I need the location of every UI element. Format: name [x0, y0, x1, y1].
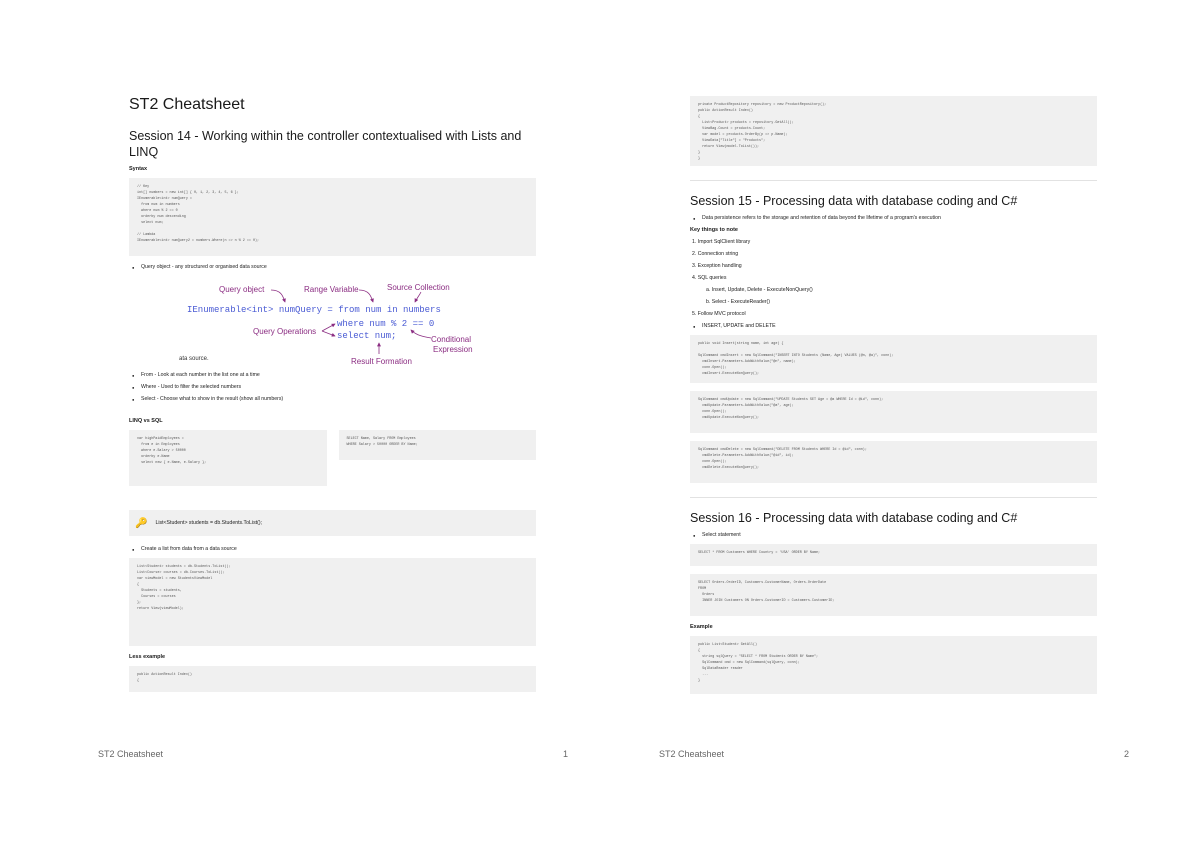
code-line: public List<Student> GetAll(): [698, 643, 758, 647]
code-line: // Key: [137, 185, 150, 189]
callout-box: [129, 510, 536, 536]
code-line: SELECT * FROM Customers WHERE Country = 'USA' ORDER BY Name;: [698, 551, 821, 555]
section-divider: [690, 180, 1097, 181]
page-1-content: [129, 96, 536, 700]
code-line: var viewModel = new StudentsViewModel: [137, 577, 213, 581]
label-result-formation: Result Formation: [351, 357, 412, 366]
code-line: SqlCommand cmdInsert = new SqlCommand("INSERT INTO Students (Name, Age) VALUES (@n, @a)", conn);: [698, 354, 894, 358]
callout-text: List<Student> students = db.Students.ToList();: [155, 520, 263, 526]
label-source-collection: Source Collection: [387, 283, 450, 292]
code-block-example: [690, 636, 1097, 694]
code-line: where e.Salary > 50000: [137, 449, 186, 453]
code-block-insert: [690, 335, 1097, 383]
code-line: Courses = courses: [137, 595, 176, 599]
label-data-source-fragment: ata source.: [179, 356, 209, 362]
code-line: select new { e.Name, e.Salary };: [137, 461, 207, 465]
linq-query-diagram: [179, 278, 479, 366]
code-line: conn.Open();: [698, 410, 727, 414]
label-range-variable: Range Variable: [304, 285, 359, 294]
key-icon: 🔑: [135, 517, 148, 529]
diagram-code-line-3: select num;: [337, 331, 397, 341]
code-line: // Lambda: [137, 233, 156, 237]
code-line: FROM: [698, 587, 707, 591]
code-block-linq: [129, 430, 327, 486]
numbered-list: [690, 239, 1097, 281]
code-block-delete: [690, 441, 1097, 483]
key-things-label: Key things to note: [690, 227, 738, 233]
numbered-item-5: 5. Follow MVC protocol: [692, 311, 746, 317]
bullet-insert-update-delete: ● INSERT, UPDATE and DELETE: [702, 323, 1097, 329]
code-line: SELECT Orders.OrderID, Customers.CustomerName, Orders.OrderDate: [698, 581, 827, 585]
code-line: INNER JOIN Customers ON Orders.CustomerID = Customers.CustomerID;: [698, 599, 835, 603]
code-line: cmdDelete.ExecuteNonQuery();: [698, 466, 760, 470]
code-line: List<Student> students = db.Students.ToList();: [137, 565, 231, 569]
code-line: int[] numbers = new int[] { 0, 1, 2, 3, 4, 5, 6 };: [137, 191, 239, 195]
diagram-code-line-2: where num % 2 == 0: [337, 319, 435, 329]
code-line: Orders: [698, 593, 715, 597]
code-line: public void Insert(string name, int age) {: [698, 342, 784, 346]
bullet-query-object: ● Query object - any structured or organised data source: [141, 264, 536, 270]
code-block-select-simple: [690, 544, 1097, 566]
code-line: [137, 466, 319, 472]
numbered-item: 2. Connection string: [692, 251, 739, 257]
sub-item: a. Insert, Update, Delete - ExecuteNonQuery(): [706, 287, 813, 293]
code-line: var highPaidEmployees =: [137, 437, 184, 441]
code-line: }: [698, 157, 701, 161]
code-line: string sqlQuery = "SELECT * FROM Students ORDER BY Name";: [698, 655, 819, 659]
session-14-title: Session 14 - Working within the controller contextualised with Lists and LINQ: [129, 129, 522, 159]
code-line: from num in numbers: [137, 203, 180, 207]
code-line: private ProductRepository repository = new ProductRepository();: [698, 103, 827, 107]
session-15-title: Session 15 - Processing data with database coding and C#: [690, 194, 1018, 208]
bullets-operations: [129, 372, 536, 402]
code-line: IEnumerable<int> numQuery =: [137, 197, 192, 201]
bullet-select-statement: ● Select statement: [702, 532, 1097, 538]
code-line: where num % 2 == 0: [137, 209, 178, 213]
less-example-label: Less example: [129, 654, 166, 660]
code-line: SqlDataReader reader: [698, 667, 743, 671]
example-label: Example: [690, 624, 713, 630]
code-line: List<Course> courses = db.Courses.ToList();: [137, 571, 225, 575]
numbered-item: 3. Exception handling: [692, 263, 742, 269]
footer-page-number: 1: [563, 749, 569, 759]
numbered-item: 1. Import SqlClient library: [692, 239, 751, 245]
code-line: cmdInsert.Parameters.AddWithValue("@n", name);: [698, 360, 796, 364]
code-block-syntax: [129, 178, 536, 256]
code-line: SqlCommand cmdDelete = new SqlCommand("DELETE FROM Students WHERE Id = @id", conn);: [698, 448, 867, 452]
code-line: ViewData["Title"] = "Products";: [698, 139, 766, 143]
linq-diagram-svg: [179, 278, 479, 366]
code-line: orderby e.Name: [137, 455, 170, 459]
code-line: SqlCommand cmdUpdate = new SqlCommand("UPDATE Students SET Age = @a WHERE Id = @id", conn);: [698, 398, 884, 402]
code-line: conn.Open();: [698, 366, 727, 370]
code-line: WHERE Salary > 50000 ORDER BY Name;: [346, 443, 418, 447]
page-2: [600, 0, 1200, 849]
code-block-select-join: [690, 574, 1097, 616]
code-line: public ActionResult Index(): [137, 673, 192, 677]
code-line: cmdDelete.Parameters.AddWithValue("@id", id);: [698, 454, 794, 458]
sub-item: b. Select - ExecuteReader(): [706, 299, 771, 305]
code-block-less-example: [129, 666, 536, 692]
sub-list: [690, 287, 1097, 305]
session-16-title: Session 16 - Processing data with database coding and C#: [690, 511, 1018, 525]
code-line: IEnumerable<int> numQuery2 = numbers.Where(n => n % 2 == 0);: [137, 239, 260, 243]
footer-title: ST2 Cheatsheet: [659, 749, 725, 759]
numbered-item: 4. SQL queries: [692, 275, 727, 281]
code-line: {: [137, 583, 140, 587]
code-line: var model = products.OrderBy(p => p.Name);: [698, 133, 788, 137]
code-line: Students = students,: [137, 589, 182, 593]
code-line: cmdUpdate.Parameters.AddWithValue("@a", age);: [698, 404, 794, 408]
document-title: ST2 Cheatsheet: [129, 96, 245, 113]
page-2-content: [690, 96, 1097, 702]
footer-page-number: 2: [1124, 749, 1130, 759]
section-divider-2: [690, 497, 1097, 498]
code-line: {: [137, 679, 140, 683]
code-line: orderby num descending: [137, 215, 186, 219]
linq-vs-sql-label: LINQ vs SQL: [129, 418, 163, 424]
bullet-item: ● Select - Choose what to show in the result (show all numbers): [141, 396, 536, 402]
code-line: select num;: [137, 221, 164, 225]
code-line: {: [698, 649, 701, 653]
label-expression: Expression: [433, 345, 473, 354]
diagram-code-line-1: IEnumerable<int> numQuery = from num in numbers: [187, 305, 441, 315]
code-block-list: [129, 558, 536, 646]
code-line: }: [698, 151, 701, 155]
code-line: };: [137, 601, 142, 605]
code-line: {: [698, 115, 701, 119]
code-line: ViewBag.Count = products.Count;: [698, 127, 766, 131]
code-line: return View(model.ToList());: [698, 145, 760, 149]
bullet-persistence: ● Data persistence refers to the storage and retention of data beyond the lifetime of a program's execution: [702, 215, 1097, 221]
code-line: ...: [698, 673, 709, 677]
code-block-continued: [690, 96, 1097, 166]
code-line: public ActionResult Index(): [698, 109, 753, 113]
syntax-label: Syntax: [129, 166, 148, 172]
code-line: }: [698, 679, 701, 683]
code-line: conn.Open();: [698, 460, 727, 464]
code-block-sql: [339, 430, 537, 460]
bullet-item: ● Where - Used to filter the selected numbers: [141, 384, 536, 390]
code-block-update: [690, 391, 1097, 433]
code-line: List<Product> products = repository.GetAll();: [698, 121, 794, 125]
code-line: from e in Employees: [137, 443, 180, 447]
footer-title: ST2 Cheatsheet: [98, 749, 164, 759]
code-line: [137, 630, 528, 636]
label-conditional: Conditional: [431, 335, 472, 344]
bullet-list-from-db: ● Create a list from data from a data source: [141, 546, 536, 552]
code-line: cmdUpdate.ExecuteNonQuery();: [698, 416, 760, 420]
label-query-operations: Query Operations: [253, 327, 317, 336]
code-line: SELECT Name, Salary FROM Employees: [346, 437, 416, 441]
code-line: SqlCommand cmd = new SqlCommand(sqlQuery, conn);: [698, 661, 800, 665]
linq-sql-compare: [129, 430, 536, 486]
label-query-object: Query object: [219, 285, 265, 294]
code-line: cmdInsert.ExecuteNonQuery();: [698, 372, 760, 376]
code-line: return View(viewModel);: [137, 607, 184, 611]
bullet-item: ● From - Look at each number in the list one at a time: [141, 372, 536, 378]
